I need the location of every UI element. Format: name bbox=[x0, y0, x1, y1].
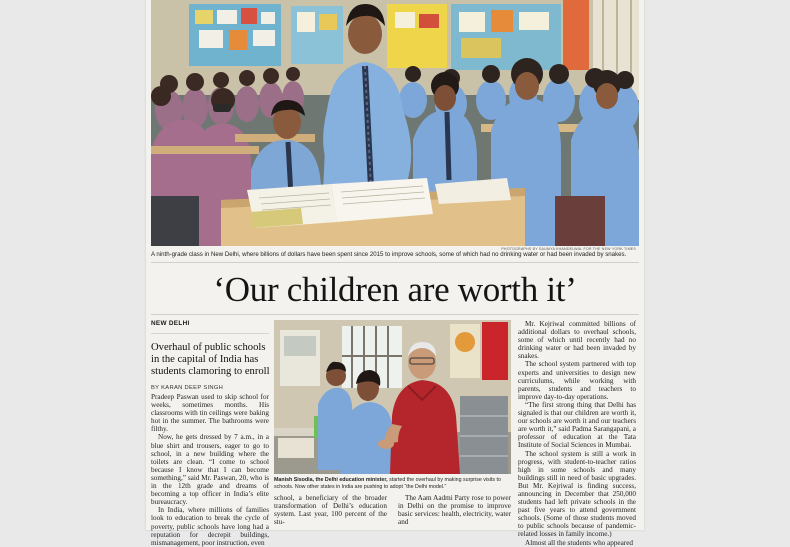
paragraph: Pradeep Paswan used to skip school for weeks, sometimes months. His classrooms with tin ceilings were baking hot in the summer. The bathrooms were filthy. bbox=[151, 393, 269, 434]
dateline: NEW DELHI bbox=[151, 320, 190, 327]
right-column-body bbox=[518, 320, 636, 547]
left-column-body bbox=[151, 393, 269, 547]
paragraph: In India, where millions of families look to education to break the cycle of poverty, public schools have long had a reputation for decrepit buildings, mismanagement, poor instruction, even bbox=[151, 506, 269, 547]
divider bbox=[151, 262, 639, 263]
classroom-photo bbox=[151, 0, 639, 246]
photo-credit: PHOTOGRAPHS BY SAUMYA KHANDELWAL FOR THE NEW YORK TIMES bbox=[501, 247, 636, 251]
paragraph: The school system partnered with top experts and universities to design new curriculums, while working with parents, students and teachers to improve day-to-day operations. bbox=[518, 360, 636, 401]
caption-name: Manish Sisodia, the Delhi education minister, bbox=[274, 477, 388, 483]
minister-photo-caption bbox=[274, 477, 511, 491]
subheadline: Overhaul of public schools in the capital of India has students clamoring to enroll bbox=[151, 342, 270, 377]
paragraph: Almost all the students who appeared bbox=[525, 538, 633, 547]
top-photo-caption: A ninth-grade class in New Delhi, where billions of dollars have been spent since 2015 to improve schools, some of which had no drinking water or had been invaded by snakes. bbox=[151, 251, 627, 258]
divider bbox=[151, 333, 269, 334]
middle-column-body-1 bbox=[274, 494, 387, 530]
minister-photo bbox=[274, 320, 511, 474]
divider bbox=[151, 314, 639, 315]
middle-column-body-2 bbox=[398, 494, 511, 530]
paragraph: The Aam Aadmi Party rose to power in Delhi on the promise to improve basic services: health, electricity, water and bbox=[398, 494, 511, 527]
headline: ‘Our children are worth it’ bbox=[213, 270, 577, 309]
paragraph: school, a beneficiary of the broader transformation of Delhi’s education system. Last year, 100 percent of the stu- bbox=[274, 494, 387, 527]
paragraph: The school system is still a work in progress, with student-to-teacher ratios high in some schools and many buildings still in need of basic upgrades. But Mr. Kejriwal is finding success, announcing in December that 250,000 students had left private schools in the past five years to attend government schools. (Some of those students moved to public schools because of pandemic-related losses in family income.) bbox=[518, 449, 636, 539]
byline: BY KARAN DEEP SINGH bbox=[151, 385, 224, 391]
newspaper-page bbox=[146, 0, 644, 547]
caption-text: started the overhaul by making surprise visits to schools. Now other states in India are pushing to adopt “the Delhi model.” bbox=[274, 477, 501, 490]
paragraph: “The first strong thing that Delhi has signaled is that our children are worth it, our schools are worth it and our teachers are worth it,” said Padma Sarangapani, a professor of education at the Tata Institute of Social Sciences in Mumbai. bbox=[518, 400, 636, 450]
paragraph: Now, he gets dressed by 7 a.m., in a blue shirt and trousers, eager to go to school, in a new building where the toilets are clean. “I come to school because I know that I can become something,” said Mr. Paswan, 20, who is in the 12th grade and dreams of becoming a top officer in India’s elite bureaucracy. bbox=[151, 433, 269, 507]
paragraph: Mr. Kejriwal committed billions of additional dollars to overhaul schools, some of which until recently had no drinking water or had been invaded by snakes. bbox=[518, 320, 636, 361]
